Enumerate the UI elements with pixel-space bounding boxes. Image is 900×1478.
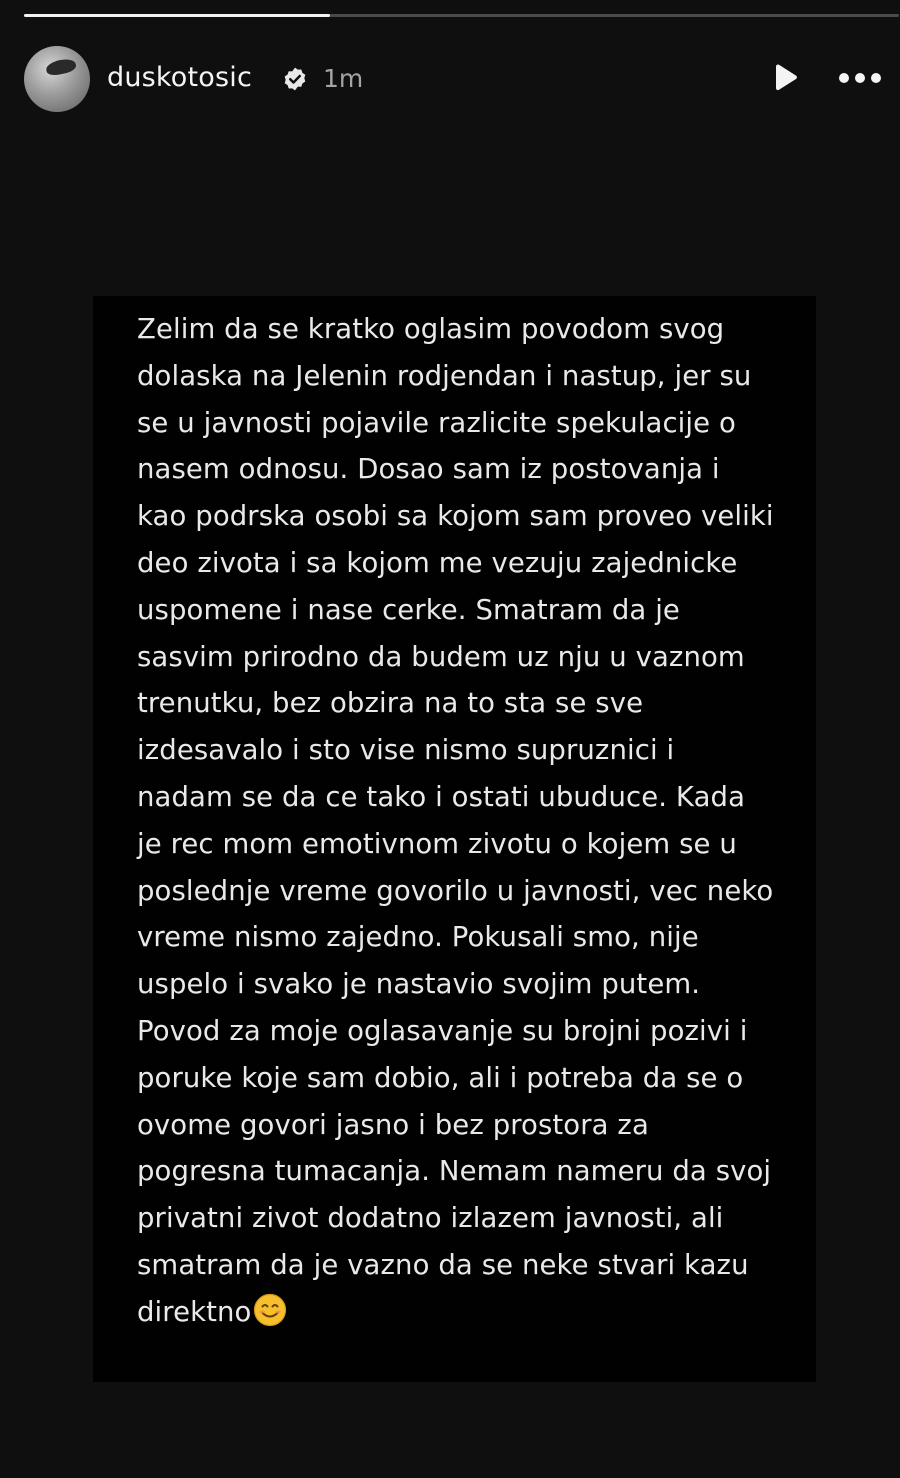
story-text bbox=[137, 306, 797, 1336]
story-text-card bbox=[93, 296, 816, 1382]
timestamp: 1m bbox=[323, 64, 364, 93]
story-progress-fill bbox=[24, 14, 330, 17]
story-progress-bar bbox=[24, 14, 899, 17]
story-header bbox=[24, 44, 884, 114]
verified-badge-icon bbox=[282, 66, 308, 92]
more-options-icon[interactable] bbox=[836, 64, 884, 92]
play-icon[interactable] bbox=[769, 62, 801, 94]
smiling-face-emoji bbox=[253, 1293, 287, 1327]
story-text-body: Zelim da se kratko oglasim povodom svog dolaska na Jelenin rodjendan i nastup, jer su se u javnosti pojavile razlicite spekulacije o nasem odnosu. Dosao sam iz postovanja i kao podrska osobi sa kojom sam proveo veliki deo zivota i sa kojom me vezuju zajednicke uspomene i nase cerke. Smatram da je sasvim prirodno da budem uz nju u vaznom trenutku, bez obzira na to sta se sve izdesavalo i sto vise nismo supruznici i nadam se da ce tako i ostati ubuduce. Kada je rec mom emotivnom zivotu o kojem se u poslednje vreme govorilo u javnosti, vec neko vreme nismo zajedno. Pokusali smo, nije uspelo i svako je nastavio svojim putem. Povod za moje oglasavanje su brojni pozivi i poruke koje sam dobio, ali i potreba da se o ovome govori jasno i bez prostora za pogresna tumacanja. Nemam nameru da svoj privatni zivot dodatno izlazem javnosti, ali smatram da je vazno da se neke stvari kazu direktno bbox=[137, 313, 774, 1328]
avatar[interactable] bbox=[24, 46, 90, 112]
username[interactable]: duskotosic bbox=[107, 62, 253, 93]
